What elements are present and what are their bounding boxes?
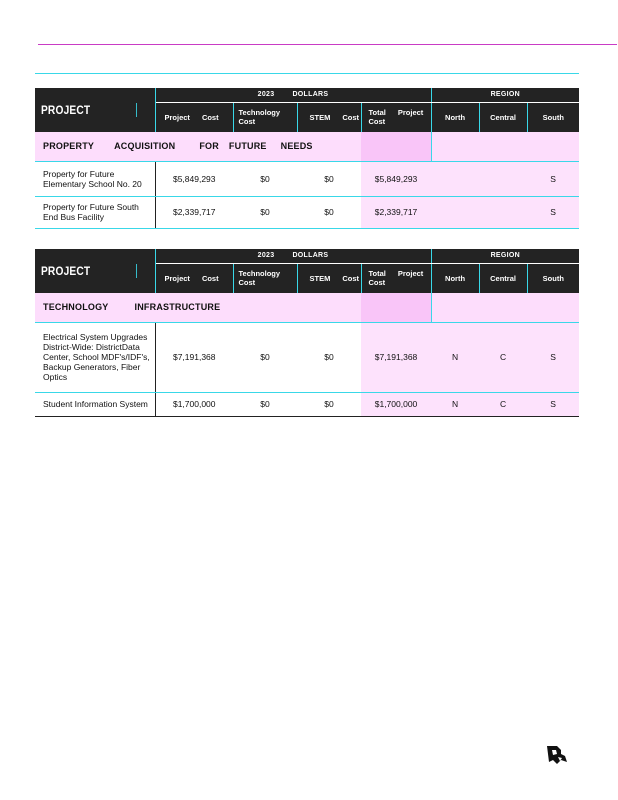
technology-cost: $0 xyxy=(233,196,297,228)
region-south: S xyxy=(527,196,579,228)
section-title: PROPERTY ACQUISITION FOR FUTURE NEEDS xyxy=(35,132,361,161)
column-header-technology-cost: Technology Cost xyxy=(233,102,297,132)
section-total-cell xyxy=(361,132,431,161)
region-south: S xyxy=(527,161,579,196)
project-name: Electrical System Upgrades District-Wide: DistrictData Center, School MDF's/IDF's, Backup Generators, Fiber Optics xyxy=(35,322,155,392)
district-logo-icon xyxy=(545,744,569,766)
total-project-cost: $7,191,368 xyxy=(361,322,431,392)
table-row xyxy=(35,322,579,392)
table-row xyxy=(35,161,579,196)
section-row-property-acquisition xyxy=(35,132,579,161)
region-north: N xyxy=(431,392,479,416)
total-project-cost: $5,849,293 xyxy=(361,161,431,196)
stem-cost: $0 xyxy=(297,161,361,196)
region-south: S xyxy=(527,322,579,392)
column-group-region: REGION xyxy=(431,249,579,263)
column-header-total-project-cost: Total Project Cost xyxy=(361,263,431,293)
region-central xyxy=(479,196,527,228)
column-header-central: Central xyxy=(479,102,527,132)
section-total-cell xyxy=(361,293,431,322)
total-project-cost: $2,339,717 xyxy=(361,196,431,228)
project-cost: $7,191,368 xyxy=(155,322,233,392)
project-name: Property for Future South End Bus Facility xyxy=(35,196,155,228)
stem-cost: $0 xyxy=(297,196,361,228)
technology-cost: $0 xyxy=(233,161,297,196)
top-rule xyxy=(38,44,617,45)
region-central xyxy=(479,161,527,196)
column-header-north: North xyxy=(431,263,479,293)
region-north xyxy=(431,161,479,196)
project-cost: $5,849,293 xyxy=(155,161,233,196)
column-header-stem-cost: STEM Cost xyxy=(297,263,361,293)
project-name: Property for Future Elementary School No. 20 xyxy=(35,161,155,196)
technology-cost: $0 xyxy=(233,322,297,392)
project-name: Student Information System xyxy=(35,392,155,416)
section-title: TECHNOLOGY INFRASTRUCTURE xyxy=(35,293,361,322)
column-header-stem-cost: STEM Cost xyxy=(297,102,361,132)
table-row xyxy=(35,392,579,416)
project-cost: $2,339,717 xyxy=(155,196,233,228)
region-north: N xyxy=(431,322,479,392)
column-header-project: PROJECT xyxy=(35,249,155,293)
total-project-cost: $1,700,000 xyxy=(361,392,431,416)
capital-projects-table-technology xyxy=(35,249,579,417)
section-region-cell xyxy=(431,293,579,322)
column-header-project-cost: Project Cost xyxy=(155,263,233,293)
stem-cost: $0 xyxy=(297,322,361,392)
column-header-south: South xyxy=(542,112,564,122)
column-header-central: Central xyxy=(479,263,527,293)
technology-cost: $0 xyxy=(233,392,297,416)
column-header-south: South xyxy=(542,273,564,283)
column-header-total-project-cost: Total Project Cost xyxy=(361,102,431,132)
column-header-project: PROJECT xyxy=(35,88,155,132)
table-row xyxy=(35,196,579,228)
region-south: S xyxy=(527,392,579,416)
section-region-cell xyxy=(431,132,579,161)
column-group-region: REGION xyxy=(431,88,579,102)
region-central: C xyxy=(479,322,527,392)
column-group-2023-dollars: 2023 DOLLARS xyxy=(155,249,431,263)
stem-cost: $0 xyxy=(297,392,361,416)
region-north xyxy=(431,196,479,228)
header-rule xyxy=(35,73,579,74)
capital-projects-table-property xyxy=(35,88,579,229)
region-central: C xyxy=(479,392,527,416)
section-row-technology-infrastructure xyxy=(35,293,579,322)
column-header-project-cost: Project Cost xyxy=(155,102,233,132)
project-cost: $1,700,000 xyxy=(155,392,233,416)
column-header-technology-cost: Technology Cost xyxy=(233,263,297,293)
column-group-2023-dollars: 2023 DOLLARS xyxy=(155,88,431,102)
column-header-north: North xyxy=(431,102,479,132)
